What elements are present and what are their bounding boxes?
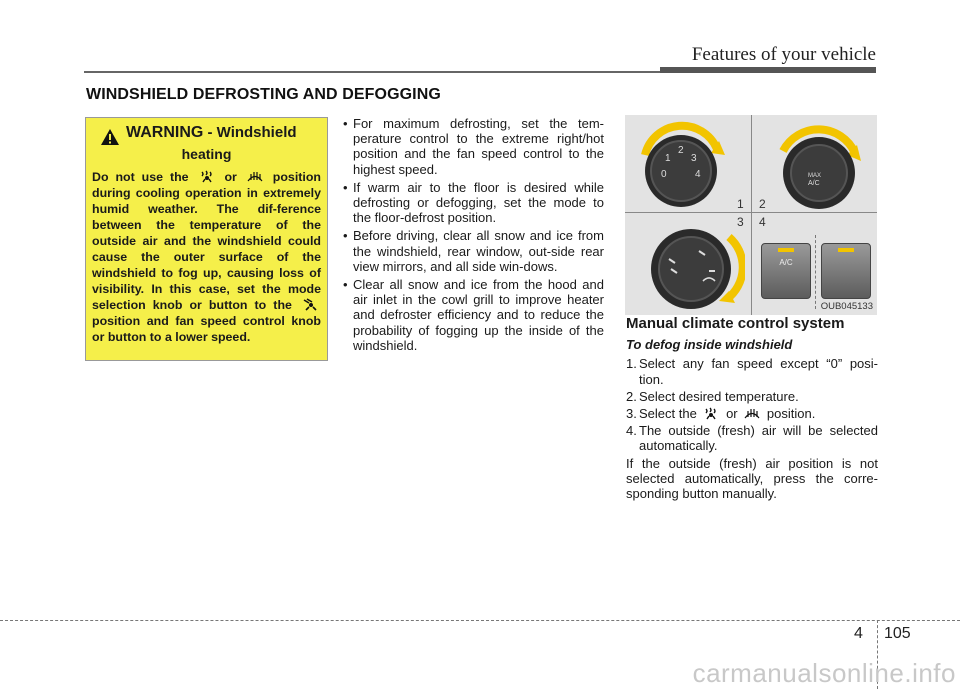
figure-code: OUB045133 bbox=[820, 301, 873, 312]
defrost-icon bbox=[247, 170, 263, 183]
climate-buttons-image bbox=[755, 235, 875, 309]
list-item: • Clear all snow and ice from the hood and air inlet in the cowl grill to improve heater and defroster efficiency and to reduce the probability of fogging up the inside of the windshield. bbox=[340, 277, 604, 353]
max-ac-label: A/C bbox=[808, 180, 820, 187]
defrost-tips bbox=[340, 116, 604, 356]
fan-knob-label: 2 bbox=[678, 145, 684, 156]
warning-heading bbox=[100, 124, 321, 146]
floor-defrost-icon bbox=[199, 170, 215, 183]
list-item bbox=[626, 356, 878, 386]
chapter-number: 4 bbox=[854, 625, 863, 642]
step-text: The outside (fresh) air will be selected automatically. bbox=[639, 423, 878, 454]
step-text: Select the bbox=[639, 406, 697, 422]
list-item: • Before driving, clear all snow and ice from the windshield, rear window, out-side rear view mirrors, and all side win-dows. bbox=[340, 228, 604, 274]
warning-label: WARNING bbox=[126, 124, 204, 141]
page-number: 105 bbox=[884, 625, 911, 642]
defog-steps bbox=[626, 356, 878, 453]
figure-label-2: 2 bbox=[759, 197, 766, 211]
floor-defrost-icon bbox=[703, 407, 719, 420]
temperature-knob-image bbox=[763, 119, 871, 211]
mode-knob-image bbox=[645, 219, 745, 313]
section-title: WINDSHIELD DEFROSTING AND DEFOGGING bbox=[86, 86, 441, 103]
list-item bbox=[626, 423, 878, 453]
figure-label-3: 3 bbox=[737, 215, 744, 229]
step-text: position. bbox=[766, 406, 816, 422]
fan-knob-label: 4 bbox=[695, 169, 701, 180]
step-number: 3. bbox=[626, 406, 637, 422]
list-item bbox=[626, 389, 878, 404]
warning-title-line2: heating bbox=[181, 146, 232, 162]
ac-button-label: A/C bbox=[779, 258, 793, 267]
step-text: Select desired temperature. bbox=[639, 388, 799, 404]
warning-body bbox=[92, 169, 321, 345]
step-text-or: or bbox=[726, 406, 738, 422]
warning-text-1: Do not use the bbox=[92, 170, 189, 184]
watermark: carmanualsonline.info bbox=[692, 658, 956, 688]
step-number: 1. bbox=[626, 356, 637, 372]
warning-text-3: position and fan speed control knob or button to a lower speed. bbox=[92, 314, 321, 344]
fan-knob-label: 1 bbox=[665, 153, 671, 164]
manual-climate-heading: Manual climate control system bbox=[626, 315, 845, 332]
defog-subheading: To defog inside windshield bbox=[626, 337, 793, 353]
defrost-icon bbox=[744, 407, 760, 420]
manual-climate-section bbox=[626, 316, 878, 501]
figure-label-1: 1 bbox=[737, 197, 744, 211]
climate-control-figure bbox=[625, 115, 877, 315]
list-item: • For maximum defrosting, set the tem-perature control to the extreme right/hot position and the fan speed control to the highest speed. bbox=[340, 116, 604, 177]
fan-speed-knob-image bbox=[631, 119, 731, 211]
step-number: 4. bbox=[626, 423, 637, 439]
warning-box bbox=[85, 117, 328, 361]
step-text: Select any fan speed except “0” posi-tion. bbox=[639, 356, 878, 387]
manual-note: If the outside (fresh) air position is not selected automatically, press the corre-sponding button manually. bbox=[626, 455, 878, 502]
recirculation-button bbox=[821, 243, 871, 299]
warning-text-or: or bbox=[224, 170, 237, 184]
header-rule-accent bbox=[660, 67, 876, 73]
list-item bbox=[626, 406, 878, 421]
warning-triangle-icon bbox=[100, 128, 120, 146]
step-number: 2. bbox=[626, 388, 637, 404]
defog-mode-icon bbox=[302, 298, 318, 311]
chapter-header-title: Features of your vehicle bbox=[691, 44, 876, 65]
footer-dashed-rule bbox=[0, 620, 960, 621]
ac-button bbox=[761, 243, 811, 299]
list-item: • If warm air to the floor is desired while defrosting or defogging, set the mode to the floor-defrost position. bbox=[340, 180, 604, 226]
warning-title-suffix: - Windshield bbox=[207, 124, 297, 141]
fan-knob-label: 0 bbox=[661, 169, 667, 180]
dashed-divider bbox=[815, 235, 816, 309]
figure-label-4: 4 bbox=[759, 215, 766, 229]
figure-divider-vertical bbox=[751, 115, 752, 315]
fan-knob-label: 3 bbox=[691, 153, 697, 164]
warning-text-2: position during cooling operation in extremely humid weather. The dif-ference between the temperature of the outside air and the windshield could cause the outer surface of the windshield to fog up, causing loss of visibility. In this case, set the mode selection knob or button to the bbox=[92, 170, 321, 312]
max-ac-label: MAX bbox=[808, 173, 822, 179]
